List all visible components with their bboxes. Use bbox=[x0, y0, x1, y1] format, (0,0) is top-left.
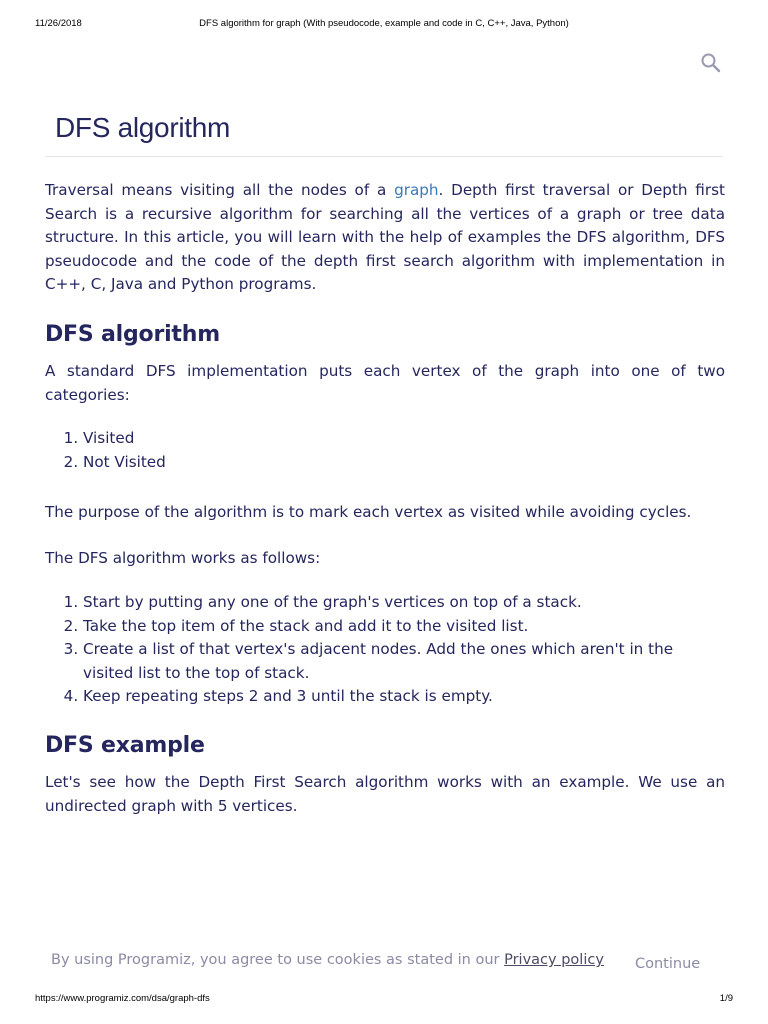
privacy-policy-link[interactable]: Privacy policy bbox=[504, 952, 604, 968]
print-footer bbox=[35, 993, 733, 1007]
example-paragraph: Let's see how the Depth First Search algorithm works with an example. We use an undirected graph with 5 vertices. bbox=[45, 773, 725, 815]
graph-link[interactable]: graph bbox=[394, 181, 439, 199]
print-url: https://www.programiz.com/dsa/graph-dfs bbox=[35, 993, 210, 1004]
standard-dfs-paragraph: A standard DFS implementation puts each vertex of the graph into one of two categories: bbox=[45, 362, 725, 404]
step-item: 2. Take the top item of the stack and add it to the visited list. bbox=[83, 615, 725, 639]
intro-paragraph bbox=[45, 179, 725, 297]
cookie-message bbox=[51, 952, 604, 968]
continue-button[interactable]: Continue bbox=[635, 956, 701, 972]
print-title: DFS algorithm for graph (With pseudocode, example and code in C, C++, Java, Python) bbox=[199, 18, 569, 29]
title-section bbox=[45, 112, 723, 157]
article-content bbox=[45, 179, 725, 818]
print-date: 11/26/2018 bbox=[35, 18, 82, 29]
purpose-paragraph: The purpose of the algorithm is to mark each vertex as visited while avoiding cycles. bbox=[45, 503, 692, 521]
list-item-visited: 1. Visited bbox=[83, 427, 725, 451]
steps-list bbox=[45, 591, 725, 709]
step-item: 3. Create a list of that vertex's adjacent nodes. Add the ones which aren't in the visited list to the top of stack. bbox=[83, 638, 725, 685]
cookie-text: By using Programiz, you agree to use cookies as stated in our bbox=[51, 952, 505, 968]
section-heading-dfs-algorithm: DFS algorithm bbox=[45, 321, 220, 347]
intro-text-end: . Depth first traversal or Depth first Search is a recursive algorithm for searching all the vertices of a graph or tree data structure. In this article, you will learn with the help of examples the DFS algorithm, DFS pseudocode and the code of the depth first search algorithm with implementation in C++, C, Java and Python programs. bbox=[45, 181, 725, 293]
section-heading-dfs-example: DFS example bbox=[45, 732, 205, 758]
search-button[interactable] bbox=[700, 52, 722, 74]
page-number: 1/9 bbox=[719, 993, 733, 1004]
step-item: 4. Keep repeating steps 2 and 3 until the stack is empty. bbox=[83, 685, 725, 709]
cookie-banner bbox=[0, 938, 768, 984]
step-item: 1. Start by putting any one of the graph's vertices on top of a stack. bbox=[83, 591, 725, 615]
search-icon bbox=[700, 52, 722, 74]
print-header bbox=[35, 18, 733, 32]
list-item-not-visited: 2. Not Visited bbox=[83, 451, 725, 475]
intro-text-start: Traversal means visiting all the nodes of a bbox=[45, 181, 395, 199]
page-title: DFS algorithm bbox=[55, 112, 231, 143]
categories-list bbox=[45, 427, 725, 474]
works-paragraph: The DFS algorithm works as follows: bbox=[45, 548, 321, 567]
